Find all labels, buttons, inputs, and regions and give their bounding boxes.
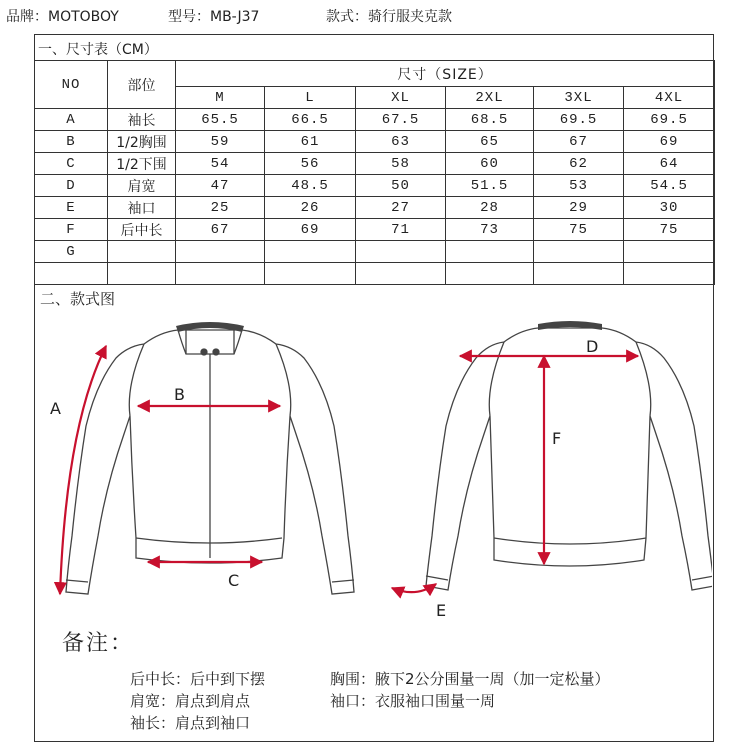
row-value: 64 (624, 153, 715, 175)
row-part: 1/2下围 (108, 153, 176, 175)
row-value: 27 (356, 197, 446, 219)
size-chart-title: 一、尺寸表（CM） (38, 42, 158, 58)
row-value: 69.5 (624, 109, 715, 131)
size-header: XL (356, 87, 446, 109)
note-chest: 胸围：腋下2公分围量一周（加一定松量） (330, 670, 610, 688)
row-value: 56 (265, 153, 356, 175)
note-back-length: 后中长：后中到下摆 (130, 670, 266, 688)
row-value: 54.5 (624, 175, 715, 197)
size-row (35, 263, 715, 285)
row-part: 肩宽 (108, 175, 176, 197)
label-d: D (586, 337, 599, 356)
row-part: 袖口 (108, 197, 176, 219)
row-value: 62 (534, 153, 624, 175)
row-value: 75 (534, 219, 624, 241)
size-row (35, 219, 715, 241)
row-value: 26 (265, 197, 356, 219)
row-value (176, 263, 265, 285)
row-value: 29 (534, 197, 624, 219)
row-value (176, 241, 265, 263)
row-value (624, 241, 715, 263)
front-jacket (66, 330, 354, 594)
row-part: 后中长 (108, 219, 176, 241)
size-row (35, 241, 715, 263)
row-value: 65 (446, 131, 534, 153)
row-value: 61 (265, 131, 356, 153)
size-row (35, 197, 715, 219)
row-part: 1/2胸围 (108, 131, 176, 153)
row-no: C (35, 153, 108, 175)
row-no (35, 263, 108, 285)
row-value (265, 263, 356, 285)
row-value (265, 241, 356, 263)
size-row (35, 109, 715, 131)
jacket-drawing (36, 306, 712, 624)
size-table (34, 60, 715, 285)
row-value (446, 241, 534, 263)
size-group-header: 尺寸（SIZE） (176, 61, 715, 87)
row-part (108, 263, 176, 285)
label-e: E (436, 601, 447, 620)
row-value: 47 (176, 175, 265, 197)
part-header: 部位 (108, 61, 176, 109)
row-value: 30 (624, 197, 715, 219)
size-header: 4XL (624, 87, 715, 109)
row-no: D (35, 175, 108, 197)
row-value: 53 (534, 175, 624, 197)
row-value: 60 (446, 153, 534, 175)
row-value (624, 263, 715, 285)
row-value: 69.5 (534, 109, 624, 131)
brand-label: 品牌：MOTOBOY (6, 9, 119, 25)
row-value: 58 (356, 153, 446, 175)
jacket-diagram (36, 306, 712, 624)
row-value: 51.5 (446, 175, 534, 197)
row-value (446, 263, 534, 285)
size-header: L (265, 87, 356, 109)
arrow-e (392, 584, 436, 592)
row-value: 65.5 (176, 109, 265, 131)
row-no: A (35, 109, 108, 131)
row-no: F (35, 219, 108, 241)
row-value: 59 (176, 131, 265, 153)
row-no: G (35, 241, 108, 263)
row-value: 68.5 (446, 109, 534, 131)
size-row (35, 153, 715, 175)
size-row (35, 175, 715, 197)
row-value: 28 (446, 197, 534, 219)
style-label: 款式：骑行服夹克款 (326, 9, 452, 25)
label-c: C (228, 571, 240, 590)
no-header: NO (35, 61, 108, 109)
row-value: 66.5 (265, 109, 356, 131)
arrow-a (60, 346, 106, 594)
row-value (534, 241, 624, 263)
row-value: 73 (446, 219, 534, 241)
row-value: 67 (534, 131, 624, 153)
size-row (35, 131, 715, 153)
row-value: 54 (176, 153, 265, 175)
note-cuff: 袖口：衣服袖口围量一周 (330, 692, 496, 710)
size-header: 3XL (534, 87, 624, 109)
row-value: 69 (265, 219, 356, 241)
row-value: 71 (356, 219, 446, 241)
note-sleeve: 袖长：肩点到袖口 (130, 714, 251, 732)
label-a: A (50, 399, 61, 418)
row-no: B (35, 131, 108, 153)
row-value: 69 (624, 131, 715, 153)
row-value: 67.5 (356, 109, 446, 131)
measurement-arrows (60, 346, 638, 594)
row-value: 63 (356, 131, 446, 153)
row-value: 67 (176, 219, 265, 241)
size-header: 2XL (446, 87, 534, 109)
note-shoulder: 肩宽：肩点到肩点 (130, 692, 251, 710)
row-value (356, 241, 446, 263)
row-part: 袖长 (108, 109, 176, 131)
row-part (108, 241, 176, 263)
row-value (534, 263, 624, 285)
model-label: 型号：MB-J37 (168, 9, 260, 25)
row-no: E (35, 197, 108, 219)
row-value: 50 (356, 175, 446, 197)
label-f: F (552, 429, 562, 448)
style-diagram-title: 二、款式图 (40, 290, 116, 308)
row-value: 75 (624, 219, 715, 241)
size-header: M (176, 87, 265, 109)
row-value: 25 (176, 197, 265, 219)
back-jacket (426, 328, 712, 590)
row-value: 48.5 (265, 175, 356, 197)
row-value (356, 263, 446, 285)
notes-title: 备注： (62, 631, 135, 656)
label-b: B (174, 385, 185, 404)
